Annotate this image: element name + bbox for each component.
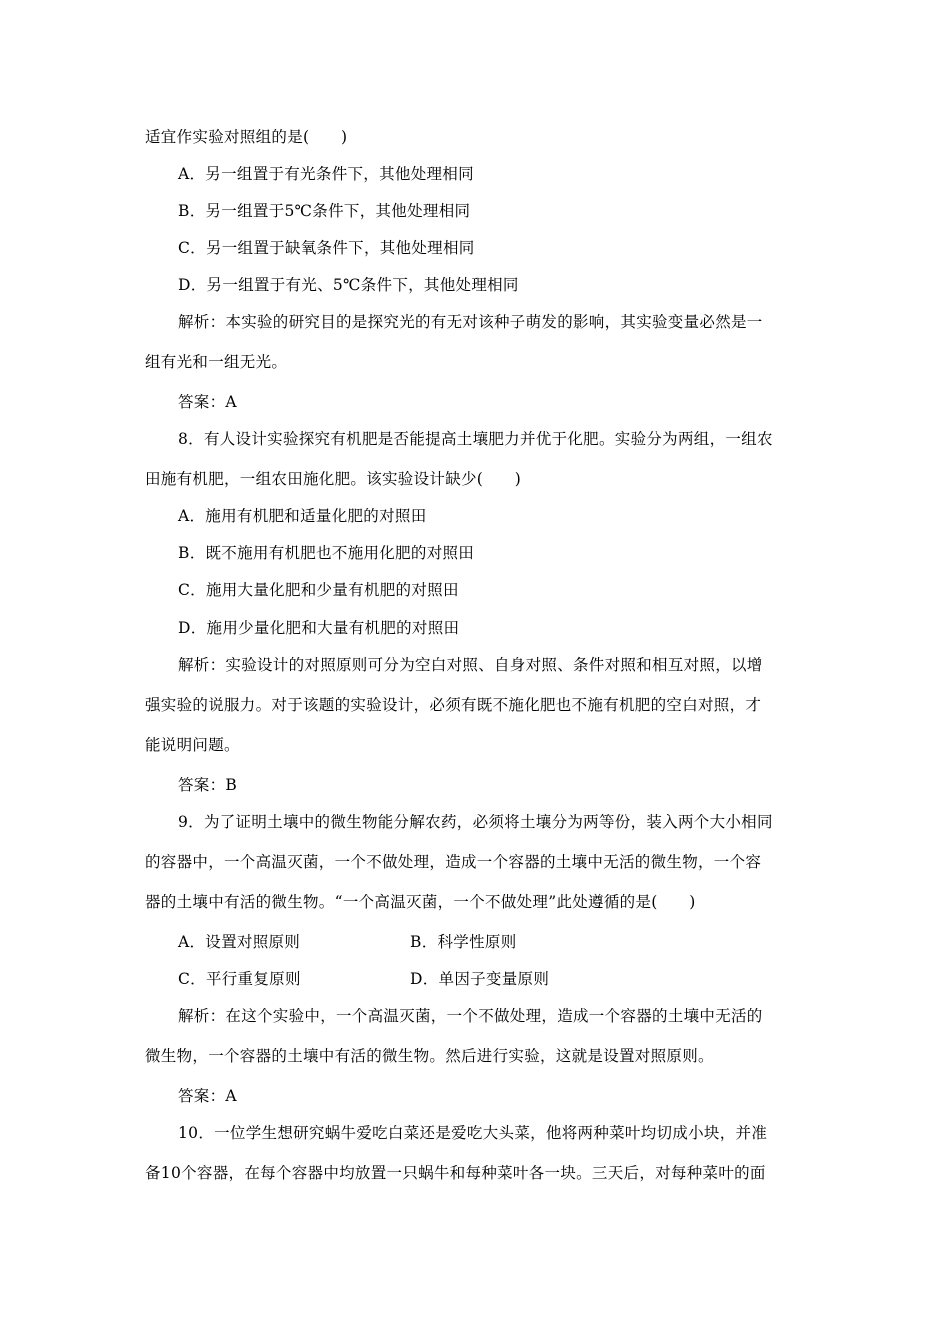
q9-analysis-line-2: 微生物，一个容器的土壤中有活的微生物。然后进行实验，这就是设置对照原则。 [145, 1047, 714, 1065]
q8-analysis-line-2: 强实验的说服力。对于该题的实验设计，必须有既不施化肥也不施有机肥的空白对照，才 [145, 696, 762, 714]
q7-option-d: D．另一组置于有光、5℃条件下，其他处理相同 [178, 276, 519, 294]
q8-stem-line-1: 8．有人设计实验探究有机肥是否能提高土壤肥力并优于化肥。实验分为两组，一组农 [178, 430, 773, 448]
q9-analysis-line-1: 解析：在这个实验中，一个高温灭菌，一个不做处理，造成一个容器的土壤中无活的 [178, 1007, 763, 1025]
q8-option-a: A．施用有机肥和适量化肥的对照田 [178, 507, 427, 525]
q9-option-a: A．设置对照原则 [178, 933, 301, 951]
q8-analysis-line-1: 解析：实验设计的对照原则可分为空白对照、自身对照、条件对照和相互对照，以增 [178, 656, 763, 674]
q9-answer: 答案：A [178, 1087, 237, 1105]
q8-stem-line-2: 田施有机肥，一组农田施化肥。该实验设计缺少( ) [145, 470, 522, 488]
q7-option-a: A．另一组置于有光条件下，其他处理相同 [178, 165, 474, 183]
q10-stem-line-1: 10．一位学生想研究蜗牛爱吃白菜还是爱吃大头菜，他将两种菜叶均切成小块，并准 [178, 1124, 768, 1142]
q8-option-c: C．施用大量化肥和少量有机肥的对照田 [178, 581, 459, 599]
q9-option-b: B．科学性原则 [410, 933, 517, 951]
q9-option-d: D．单因子变量原则 [410, 970, 550, 988]
q9-stem-line-3: 器的土壤中有活的微生物。“一个高温灭菌，一个不做处理”此处遵循的是( ) [145, 893, 696, 911]
q10-stem-line-2: 备10个容器，在每个容器中均放置一只蜗牛和每种菜叶各一块。三天后，对每种菜叶的面 [145, 1164, 766, 1182]
q7-analysis-line-2: 组有光和一组无光。 [145, 353, 288, 371]
q7-option-c: C．另一组置于缺氧条件下，其他处理相同 [178, 239, 475, 257]
q8-analysis-line-3: 能说明问题。 [145, 736, 240, 754]
q8-option-b: B．既不施用有机肥也不施用化肥的对照田 [178, 544, 475, 562]
q9-stem-line-1: 9．为了证明土壤中的微生物能分解农药，必须将土壤分为两等份，装入两个大小相同 [178, 813, 773, 831]
q8-answer: 答案：B [178, 776, 238, 794]
q7-answer: 答案：A [178, 393, 237, 411]
q7-option-b: B．另一组置于5℃条件下，其他处理相同 [178, 202, 471, 220]
q9-option-c: C．平行重复原则 [178, 970, 301, 988]
q7-analysis-line-1: 解析：本实验的研究目的是探究光的有无对该种子萌发的影响，其实验变量必然是一 [178, 313, 763, 331]
question-7-stem-end: 适宜作实验对照组的是( ) [145, 128, 348, 146]
q9-stem-line-2: 的容器中，一个高温灭菌，一个不做处理，造成一个容器的土壤中无活的微生物，一个容 [145, 853, 762, 871]
q8-option-d: D．施用少量化肥和大量有机肥的对照田 [178, 619, 460, 637]
